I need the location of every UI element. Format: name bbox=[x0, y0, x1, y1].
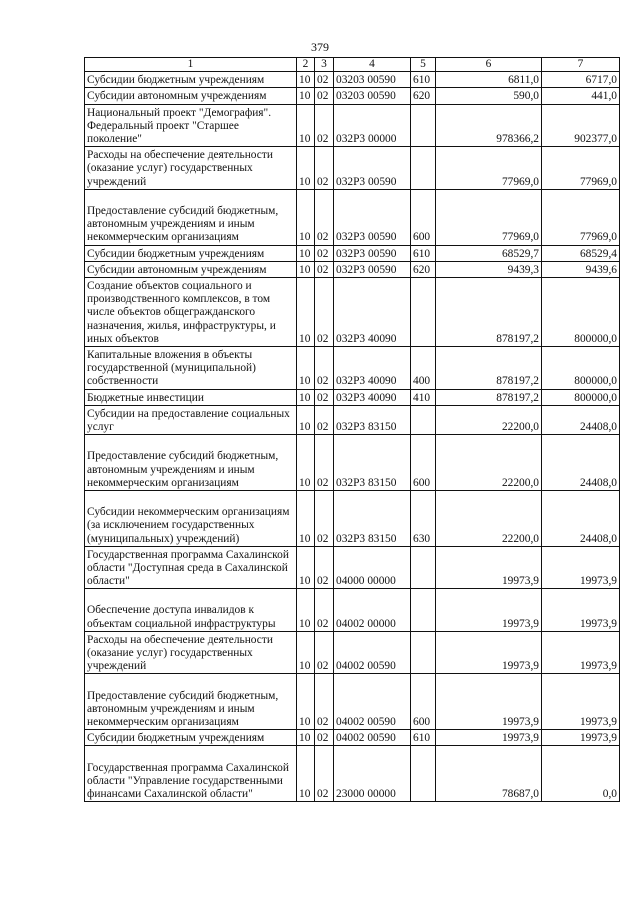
amount-col6: 77969,0 bbox=[436, 189, 542, 245]
target-article-code: 032P3 40090 bbox=[334, 346, 411, 389]
subsection-code: 02 bbox=[315, 631, 334, 674]
expenditure-name: Предоставление субсидий бюджетным, автономным учреждениям и иным некоммерческим организациям bbox=[85, 674, 297, 730]
expenditure-name: Создание объектов социального и производственного комплексов, в том числе объектов общегражданского назначения, жилья, инфраструктуры, и иных объектов bbox=[85, 277, 297, 346]
table-row bbox=[85, 189, 620, 245]
table-row bbox=[85, 245, 620, 261]
amount-col7: 77969,0 bbox=[542, 189, 620, 245]
section-code: 10 bbox=[297, 72, 315, 88]
subsection-code: 02 bbox=[315, 346, 334, 389]
target-article-code: 032P3 40090 bbox=[334, 277, 411, 346]
table-row bbox=[85, 147, 620, 190]
expenditure-name: Субсидии бюджетным учреждениям bbox=[85, 730, 297, 746]
section-code: 10 bbox=[297, 730, 315, 746]
section-code: 10 bbox=[297, 490, 315, 546]
expenditure-name: Субсидии некоммерческим организациям (за исключением государственных (муниципальных) учреждений) bbox=[85, 490, 297, 546]
amount-col7: 19973,9 bbox=[542, 589, 620, 632]
section-code: 10 bbox=[297, 189, 315, 245]
amount-col6: 19973,9 bbox=[436, 631, 542, 674]
amount-col6: 22200,0 bbox=[436, 405, 542, 434]
section-code: 10 bbox=[297, 389, 315, 405]
expense-type-code: 620 bbox=[411, 88, 436, 104]
amount-col7: 19973,9 bbox=[542, 674, 620, 730]
expenditure-name: Субсидии автономным учреждениям bbox=[85, 261, 297, 277]
target-article-code: 032P3 83150 bbox=[334, 490, 411, 546]
subsection-code: 02 bbox=[315, 72, 334, 88]
subsection-code: 02 bbox=[315, 730, 334, 746]
target-article-code: 03203 00590 bbox=[334, 72, 411, 88]
section-code: 10 bbox=[297, 245, 315, 261]
subsection-code: 02 bbox=[315, 490, 334, 546]
expense-type-code bbox=[411, 147, 436, 190]
expense-type-code: 400 bbox=[411, 346, 436, 389]
section-code: 10 bbox=[297, 405, 315, 434]
section-code: 10 bbox=[297, 346, 315, 389]
subsection-code: 02 bbox=[315, 589, 334, 632]
amount-col7: 19973,9 bbox=[542, 631, 620, 674]
subsection-code: 02 bbox=[315, 261, 334, 277]
subsection-code: 02 bbox=[315, 746, 334, 802]
table-row bbox=[85, 631, 620, 674]
subsection-code: 02 bbox=[315, 405, 334, 434]
amount-col6: 68529,7 bbox=[436, 245, 542, 261]
expense-type-code: 620 bbox=[411, 261, 436, 277]
table-row bbox=[85, 88, 620, 104]
expense-type-code: 610 bbox=[411, 72, 436, 88]
subsection-code: 02 bbox=[315, 674, 334, 730]
subsection-code: 02 bbox=[315, 277, 334, 346]
target-article-code: 032P3 00590 bbox=[334, 147, 411, 190]
subsection-code: 02 bbox=[315, 435, 334, 491]
amount-col6: 78687,0 bbox=[436, 746, 542, 802]
amount-col7: 19973,9 bbox=[542, 546, 620, 589]
section-code: 10 bbox=[297, 277, 315, 346]
subsection-code: 02 bbox=[315, 389, 334, 405]
expense-type-code: 610 bbox=[411, 730, 436, 746]
amount-col6: 77969,0 bbox=[436, 147, 542, 190]
expenditure-name: Национальный проект "Демография". Федеральный проект "Старшее поколение" bbox=[85, 104, 297, 147]
amount-col6: 978366,2 bbox=[436, 104, 542, 147]
section-code: 10 bbox=[297, 104, 315, 147]
column-header: 2 bbox=[297, 58, 315, 72]
amount-col6: 19973,9 bbox=[436, 730, 542, 746]
expenditure-name: Бюджетные инвестиции bbox=[85, 389, 297, 405]
amount-col7: 9439,6 bbox=[542, 261, 620, 277]
expenditure-name: Субсидии бюджетным учреждениям bbox=[85, 72, 297, 88]
amount-col6: 590,0 bbox=[436, 88, 542, 104]
amount-col7: 24408,0 bbox=[542, 435, 620, 491]
expenditure-name: Расходы на обеспечение деятельности (оказание услуг) государственных учреждений bbox=[85, 631, 297, 674]
subsection-code: 02 bbox=[315, 546, 334, 589]
expense-type-code: 600 bbox=[411, 189, 436, 245]
expense-type-code: 610 bbox=[411, 245, 436, 261]
target-article-code: 032P3 00590 bbox=[334, 245, 411, 261]
table-row bbox=[85, 277, 620, 346]
table-row bbox=[85, 730, 620, 746]
expenditure-name: Государственная программа Сахалинской области "Доступная среда в Сахалинской области" bbox=[85, 546, 297, 589]
table-row bbox=[85, 405, 620, 434]
expense-type-code: 630 bbox=[411, 490, 436, 546]
expenditure-name: Капитальные вложения в объекты государственной (муниципальной) собственности bbox=[85, 346, 297, 389]
amount-col7: 6717,0 bbox=[542, 72, 620, 88]
subsection-code: 02 bbox=[315, 189, 334, 245]
amount-col6: 19973,9 bbox=[436, 674, 542, 730]
expenditure-name: Государственная программа Сахалинской области "Управление государственными финансами Сахалинской области" bbox=[85, 746, 297, 802]
table-row bbox=[85, 674, 620, 730]
target-article-code: 032P3 83150 bbox=[334, 405, 411, 434]
amount-col7: 19973,9 bbox=[542, 730, 620, 746]
column-header: 4 bbox=[334, 58, 411, 72]
target-article-code: 032P3 00000 bbox=[334, 104, 411, 147]
column-header: 1 bbox=[85, 58, 297, 72]
table-body bbox=[85, 58, 620, 802]
amount-col7: 24408,0 bbox=[542, 405, 620, 434]
amount-col7: 68529,4 bbox=[542, 245, 620, 261]
target-article-code: 032P3 00590 bbox=[334, 261, 411, 277]
table-row bbox=[85, 72, 620, 88]
section-code: 10 bbox=[297, 631, 315, 674]
target-article-code: 04002 00590 bbox=[334, 631, 411, 674]
section-code: 10 bbox=[297, 147, 315, 190]
expense-type-code bbox=[411, 631, 436, 674]
target-article-code: 23000 00000 bbox=[334, 746, 411, 802]
amount-col6: 19973,9 bbox=[436, 546, 542, 589]
expense-type-code bbox=[411, 746, 436, 802]
table-row bbox=[85, 746, 620, 802]
column-header: 3 bbox=[315, 58, 334, 72]
subsection-code: 02 bbox=[315, 104, 334, 147]
amount-col6: 22200,0 bbox=[436, 435, 542, 491]
table-row bbox=[85, 589, 620, 632]
amount-col6: 878197,2 bbox=[436, 389, 542, 405]
column-header: 6 bbox=[436, 58, 542, 72]
expenditure-name: Предоставление субсидий бюджетным, автономным учреждениям и иным некоммерческим организациям bbox=[85, 435, 297, 491]
section-code: 10 bbox=[297, 261, 315, 277]
expense-type-code: 410 bbox=[411, 389, 436, 405]
amount-col7: 77969,0 bbox=[542, 147, 620, 190]
target-article-code: 032P3 83150 bbox=[334, 435, 411, 491]
section-code: 10 bbox=[297, 435, 315, 491]
subsection-code: 02 bbox=[315, 88, 334, 104]
expense-type-code bbox=[411, 104, 436, 147]
amount-col6: 9439,3 bbox=[436, 261, 542, 277]
expense-type-code: 600 bbox=[411, 674, 436, 730]
table-row bbox=[85, 261, 620, 277]
section-code: 10 bbox=[297, 88, 315, 104]
table-row bbox=[85, 389, 620, 405]
column-header: 7 bbox=[542, 58, 620, 72]
section-code: 10 bbox=[297, 546, 315, 589]
amount-col7: 902377,0 bbox=[542, 104, 620, 147]
expense-type-code bbox=[411, 589, 436, 632]
expenditure-name: Обеспечение доступа инвалидов к объектам социальной инфраструктуры bbox=[85, 589, 297, 632]
table-row bbox=[85, 104, 620, 147]
expenditure-name: Субсидии автономным учреждениям bbox=[85, 88, 297, 104]
expenditure-name: Субсидии бюджетным учреждениям bbox=[85, 245, 297, 261]
table-row bbox=[85, 546, 620, 589]
expenditure-name: Субсидии на предоставление социальных услуг bbox=[85, 405, 297, 434]
table-row bbox=[85, 435, 620, 491]
target-article-code: 04002 00000 bbox=[334, 589, 411, 632]
table-row bbox=[85, 346, 620, 389]
expense-type-code bbox=[411, 405, 436, 434]
expense-type-code bbox=[411, 277, 436, 346]
target-article-code: 04000 00000 bbox=[334, 546, 411, 589]
section-code: 10 bbox=[297, 674, 315, 730]
target-article-code: 04002 00590 bbox=[334, 730, 411, 746]
amount-col6: 878197,2 bbox=[436, 346, 542, 389]
amount-col6: 19973,9 bbox=[436, 589, 542, 632]
expenditure-name: Расходы на обеспечение деятельности (оказание услуг) государственных учреждений bbox=[85, 147, 297, 190]
page-number: 379 bbox=[311, 40, 329, 54]
header-row bbox=[85, 58, 620, 72]
column-header: 5 bbox=[411, 58, 436, 72]
amount-col7: 441,0 bbox=[542, 88, 620, 104]
expense-type-code: 600 bbox=[411, 435, 436, 491]
target-article-code: 04002 00590 bbox=[334, 674, 411, 730]
target-article-code: 032P3 40090 bbox=[334, 389, 411, 405]
amount-col6: 878197,2 bbox=[436, 277, 542, 346]
target-article-code: 032P3 00590 bbox=[334, 189, 411, 245]
amount-col7: 24408,0 bbox=[542, 490, 620, 546]
section-code: 10 bbox=[297, 746, 315, 802]
subsection-code: 02 bbox=[315, 147, 334, 190]
table-row bbox=[85, 490, 620, 546]
amount-col6: 22200,0 bbox=[436, 490, 542, 546]
expenditure-name: Предоставление субсидий бюджетным, автономным учреждениям и иным некоммерческим организациям bbox=[85, 189, 297, 245]
amount-col7: 800000,0 bbox=[542, 389, 620, 405]
amount-col7: 0,0 bbox=[542, 746, 620, 802]
amount-col6: 6811,0 bbox=[436, 72, 542, 88]
section-code: 10 bbox=[297, 589, 315, 632]
subsection-code: 02 bbox=[315, 245, 334, 261]
expense-type-code bbox=[411, 546, 436, 589]
amount-col7: 800000,0 bbox=[542, 277, 620, 346]
target-article-code: 03203 00590 bbox=[334, 88, 411, 104]
budget-table bbox=[84, 57, 620, 802]
amount-col7: 800000,0 bbox=[542, 346, 620, 389]
